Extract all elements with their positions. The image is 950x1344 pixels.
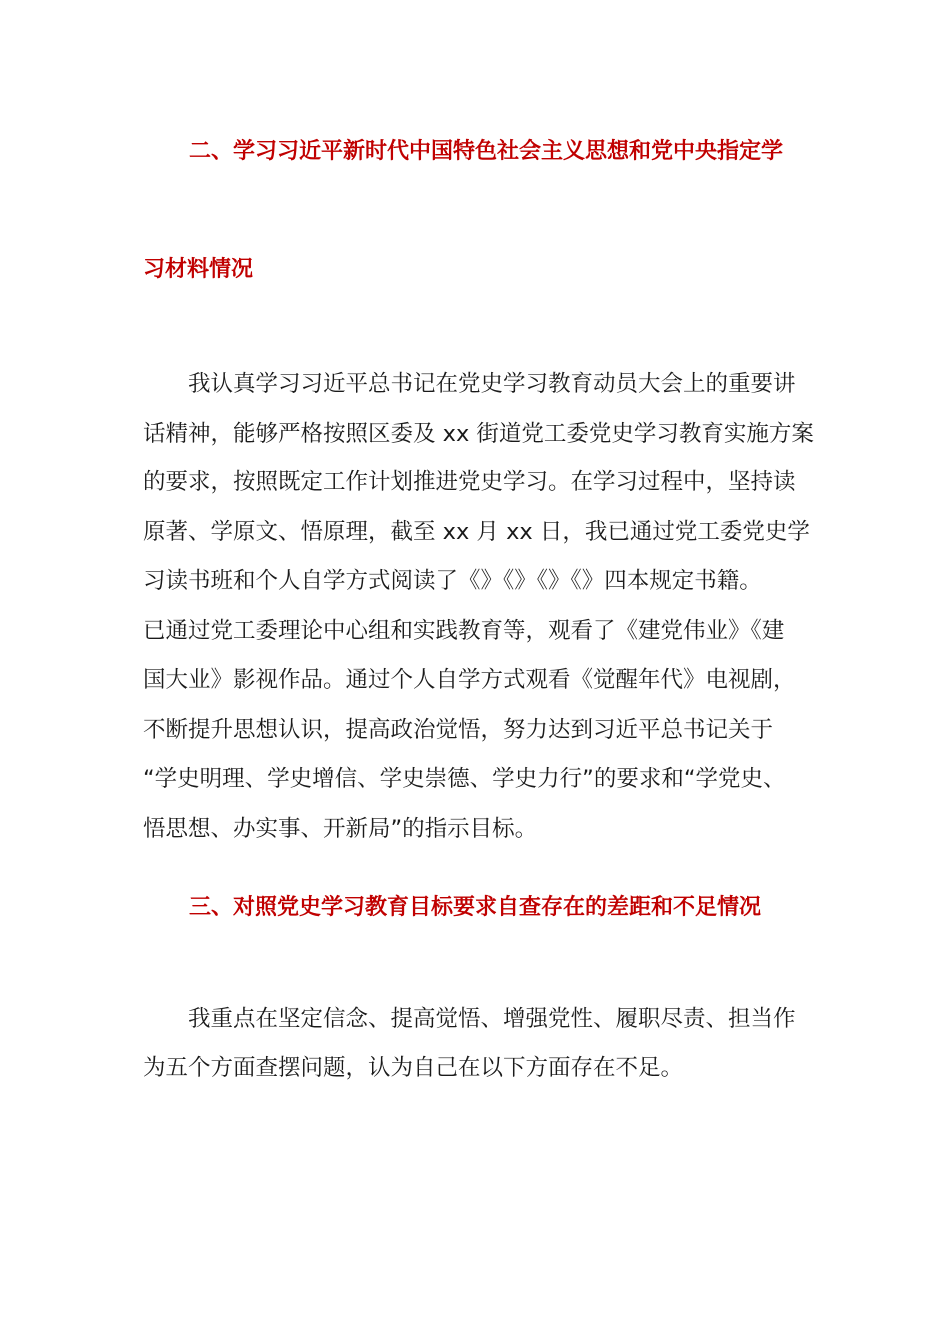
section2-paragraph-line: 不断提升思想认识，提高政治觉悟，努力达到习近平总书记关于: [143, 717, 774, 743]
section3-heading: 三、对照党史学习教育目标要求自查存在的差距和不足情况: [189, 895, 762, 920]
section2-heading-line2: 习材料情况: [143, 257, 254, 282]
section2-paragraph-line: 原著、学原文、悟原理，截至 xx 月 xx 日，我已通过党工委党史学: [143, 519, 810, 545]
section2-paragraph-line: 话精神，能够严格按照区委及 xx 街道党工委党史学习教育实施方案: [143, 421, 814, 447]
section2-paragraph-line: 国大业》影视作品。通过个人自学方式观看《觉醒年代》电视剧，: [143, 667, 796, 693]
section2-heading-line1: 二、学习习近平新时代中国特色社会主义思想和党中央指定学: [189, 139, 784, 164]
section3-paragraph-line: 为五个方面查摆问题，认为自己在以下方面存在不足。: [143, 1055, 684, 1081]
section2-paragraph-line: “学史明理、学史增信、学史崇德、学史力行”的要求和“学党史、: [143, 766, 786, 792]
section2-paragraph-line: 我认真学习习近平总书记在党史学习教育动员大会上的重要讲: [188, 371, 796, 397]
section2-paragraph-line: 悟思想、办实事、开新局”的指示目标。: [143, 816, 538, 842]
section3-paragraph-line: 我重点在坚定信念、提高觉悟、增强党性、履职尽责、担当作: [188, 1006, 796, 1032]
section2-paragraph-line: 的要求，按照既定工作计划推进党史学习。在学习过程中，坚持读: [143, 469, 796, 495]
section2-paragraph-line: 已通过党工委理论中心组和实践教育等，观看了《建党伟业》《建: [143, 618, 785, 644]
section2-paragraph-line: 习读书班和个人自学方式阅读了《》《》《》《》四本规定书籍。: [143, 568, 762, 594]
